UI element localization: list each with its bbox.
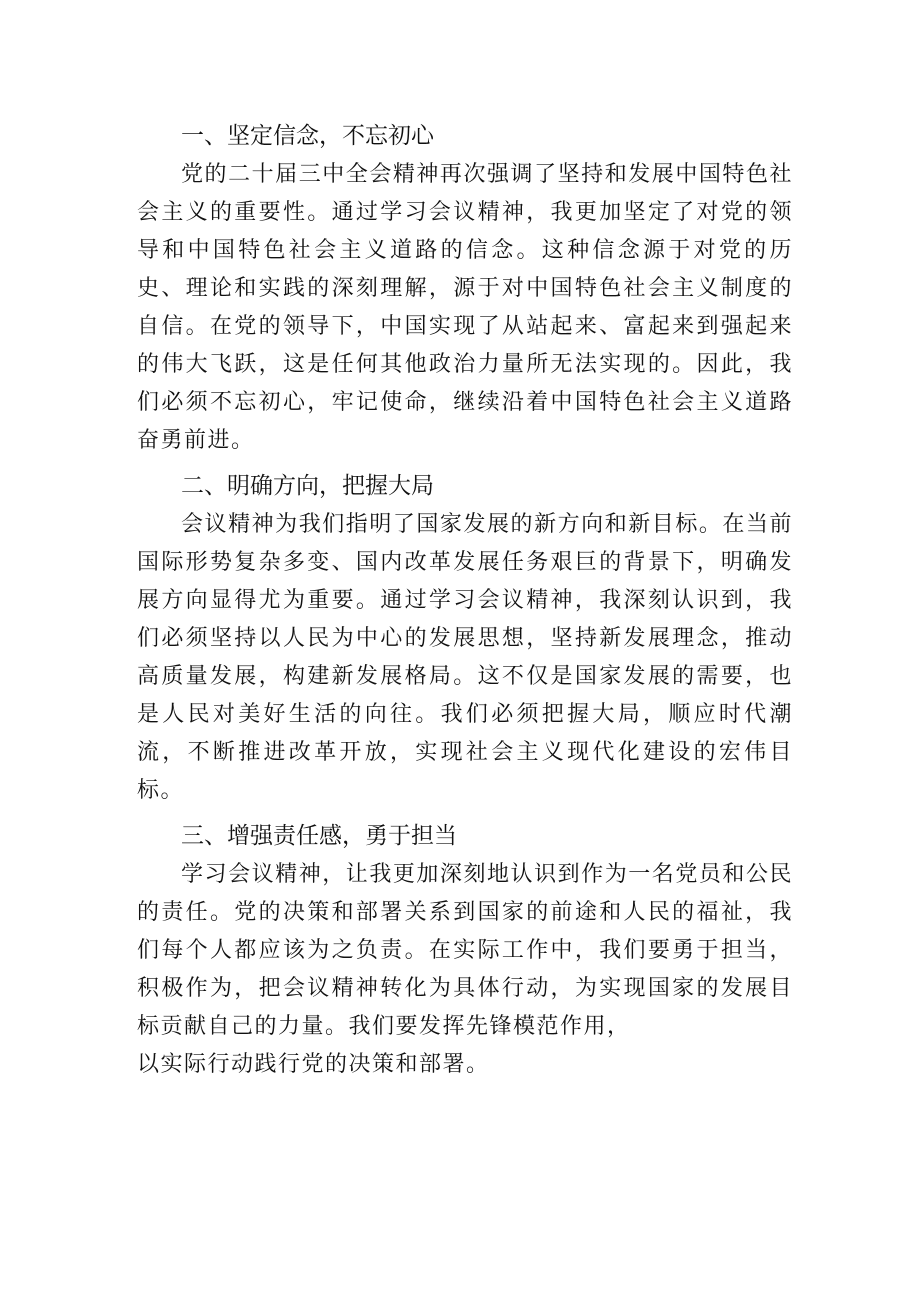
section-heading-2: 二、明确方向，把握大局 xyxy=(181,473,434,499)
document-body xyxy=(137,116,793,1084)
section-paragraph-2: 会议精神为我们指明了国家发展的新方向和新目标。在当前国际形势复杂多变、国内改革发展任务艰巨的背景下，明确发展方向显得尤为重要。通过学习会议精神，我深刻认识到，我们必须坚持以人民为中心的发展思想，坚持新发展理念，推动高质量发展，构建新发展格局。这不仅是国家发展的需要，也是人民对美好生活的向往。我们必须把握大局，顺应时代潮流，不断推进改革开放，实现社会主义现代化建设的宏伟目标。 xyxy=(137,512,793,803)
section-heading-3: 三、增强责任感，勇于担当 xyxy=(181,823,457,849)
section-paragraph-1: 党的二十届三中全会精神再次强调了坚持和发展中国特色社会主义的重要性。通过学习会议精神，我更加坚定了对党的领导和中国特色社会主义道路的信念。这种信念源于对党的历史、理论和实践的深刻理解，源于对中国特色社会主义制度的自信。在党的领导下，中国实现了从站起来、富起来到强起来的伟大飞跃，这是任何其他政治力量所无法实现的。因此，我们必须不忘初心，牢记使命，继续沿着中国特色社会主义道路奋勇前进。 xyxy=(137,162,793,453)
section-paragraph-3: 学习会议精神，让我更加深刻地认识到作为一名党员和公民的责任。党的决策和部署关系到国家的前途和人民的福祉，我们每个人都应该为之负责。在实际工作中，我们要勇于担当，积极作为，把会议精神转化为具体行动，为实现国家的发展目标贡献自己的力量。我们要发挥先锋模范作用， xyxy=(137,862,793,1039)
section-heading-1: 一、坚定信念，不忘初心 xyxy=(181,123,434,149)
trailing-line: 以实际行动践行党的决策和部署。 xyxy=(137,1052,490,1077)
